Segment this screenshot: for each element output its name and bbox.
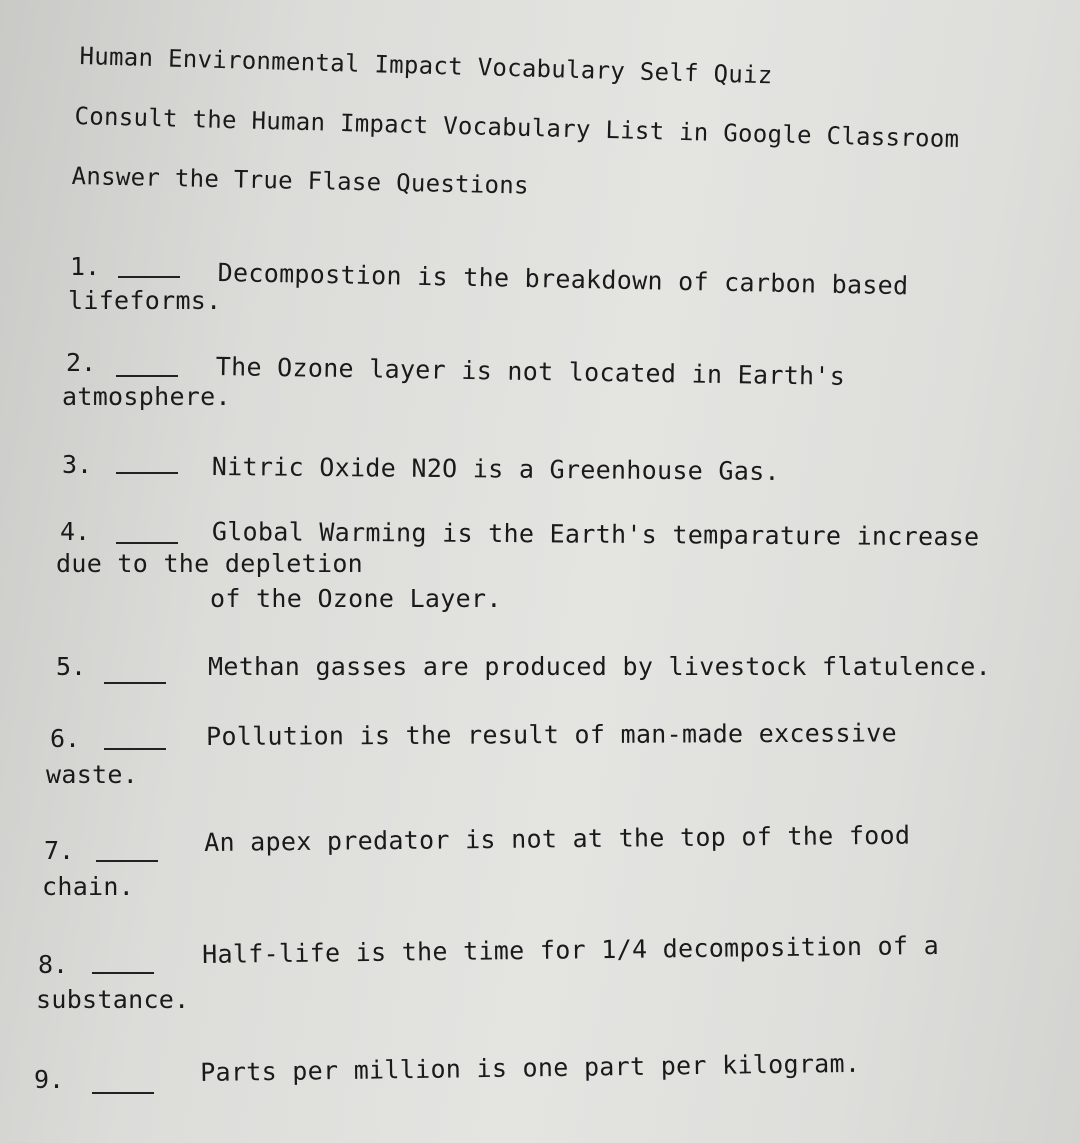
answer-blank-8[interactable] (92, 972, 154, 974)
question-text: Pollution is the result of man-made excessive (206, 718, 897, 751)
instruction-consult: Consult the Human Impact Vocabulary List in Google Classroom (74, 102, 960, 154)
answer-blank-9[interactable] (92, 1092, 154, 1094)
question-continuation: due to the depletion (56, 549, 364, 578)
question-text: Parts per million is one part per kilogram. (200, 1048, 861, 1087)
question-number: 7. (44, 836, 75, 865)
question-number: 9. (34, 1065, 65, 1094)
answer-blank-5[interactable] (104, 682, 166, 684)
question-text: Half-life is the time for 1/4 decomposition of a (202, 930, 940, 969)
question-text: Decompostion is the breakdown of carbon based (217, 258, 909, 301)
question-text: Nitric Oxide N2O is a Greenhouse Gas. (211, 452, 780, 486)
question-continuation: of the Ozone Layer. (210, 584, 502, 613)
question-number: 2. (66, 348, 97, 377)
answer-blank-1[interactable] (118, 276, 180, 278)
question-number: 6. (50, 724, 81, 753)
answer-blank-4[interactable] (116, 542, 178, 544)
answer-blank-7[interactable] (96, 860, 158, 862)
question-number: 4. (60, 517, 91, 546)
question-continuation: waste. (46, 760, 139, 789)
question-continuation: substance. (36, 985, 190, 1014)
answer-blank-3[interactable] (116, 472, 178, 474)
question-number: 3. (62, 450, 93, 479)
question-continuation: chain. (42, 872, 135, 901)
question-continuation: lifeforms. (68, 286, 222, 315)
question-text: Global Warming is the Earth's temparature increase (211, 517, 980, 552)
answer-blank-2[interactable] (116, 375, 178, 377)
question-number: 1. (70, 252, 101, 281)
question-text: The Ozone layer is not located in Earth's (215, 352, 846, 391)
question-continuation: atmosphere. (62, 382, 231, 411)
question-number: 8. (38, 950, 69, 979)
question-text: Methan gasses are produced by livestock flatulence. (208, 652, 991, 681)
answer-blank-6[interactable] (104, 748, 166, 750)
question-number: 5. (56, 652, 87, 681)
worksheet-title: Human Environmental Impact Vocabulary Self Quiz (79, 42, 773, 90)
question-text: An apex predator is not at the top of the food (204, 820, 911, 857)
instruction-answer: Answer the True Flase Questions (71, 162, 530, 200)
